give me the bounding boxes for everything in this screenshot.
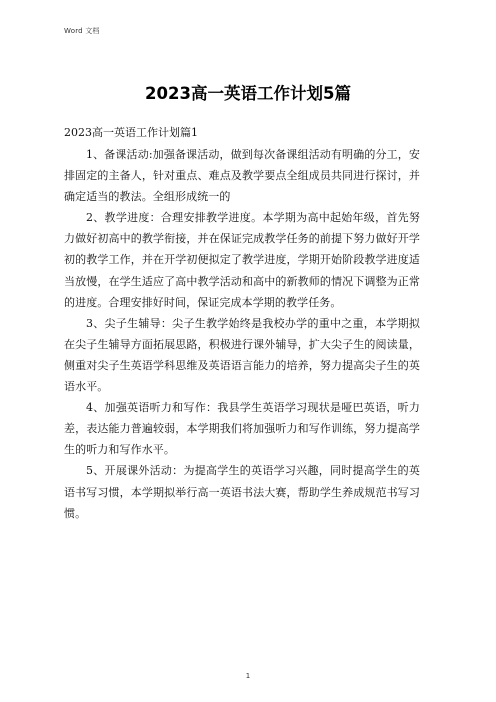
page-number: 1 [245, 672, 251, 680]
section-heading: 2023高一英语工作计划篇1 [64, 126, 198, 139]
document-body [64, 122, 420, 524]
header-label: Word 文档 [64, 27, 100, 35]
paragraph-1: 1、备课活动:加强备课活动，做到每次备课组活动有明确的分工，安排固定的主备人，针对重点、难点及教学要点全组成员共同进行探讨，并确定适当的教法。全组形成统一的 [64, 148, 420, 204]
paragraph-5: 5、开展课外活动：为提高学生的英语学习兴趣，同时提高学生的英语书写习惯，本学期拟举行高一英语书法大赛，帮助学生养成规范书写习惯。 [64, 464, 420, 520]
paragraph-3: 3、尖子生辅导：尖子生教学始终是我校办学的重中之重，本学期拟在尖子生辅导方面拓展思路，积极进行课外辅导，扩大尖子生的阅读量，侧重对尖子生英语学科思维及英语语言能力的培养，努力提高尖子生的英语水平。 [64, 316, 420, 394]
document-title: 2023高一英语工作计划5篇 [145, 84, 351, 103]
paragraph-2: 2、教学进度：合理安排教学进度。本学期为高中起始年级，首先努力做好初高中的教学衔接，并在保证完成教学任务的前提下努力做好开学初的教学工作，并在开学初便拟定了教学进度，学期开始阶段教学进度适当放慢，在学生适应了高中教学活动和高中的新教师的情况下调整为正常的进度。合理安排好时间，保证完成本学期的教学任务。 [64, 211, 420, 309]
paragraph-4: 4、加强英语听力和写作：我县学生英语学习现状是哑巴英语，听力差，表达能力普遍较弱，本学期我们将加强听力和写作训练，努力提高学生的听力和写作水平。 [64, 401, 420, 457]
